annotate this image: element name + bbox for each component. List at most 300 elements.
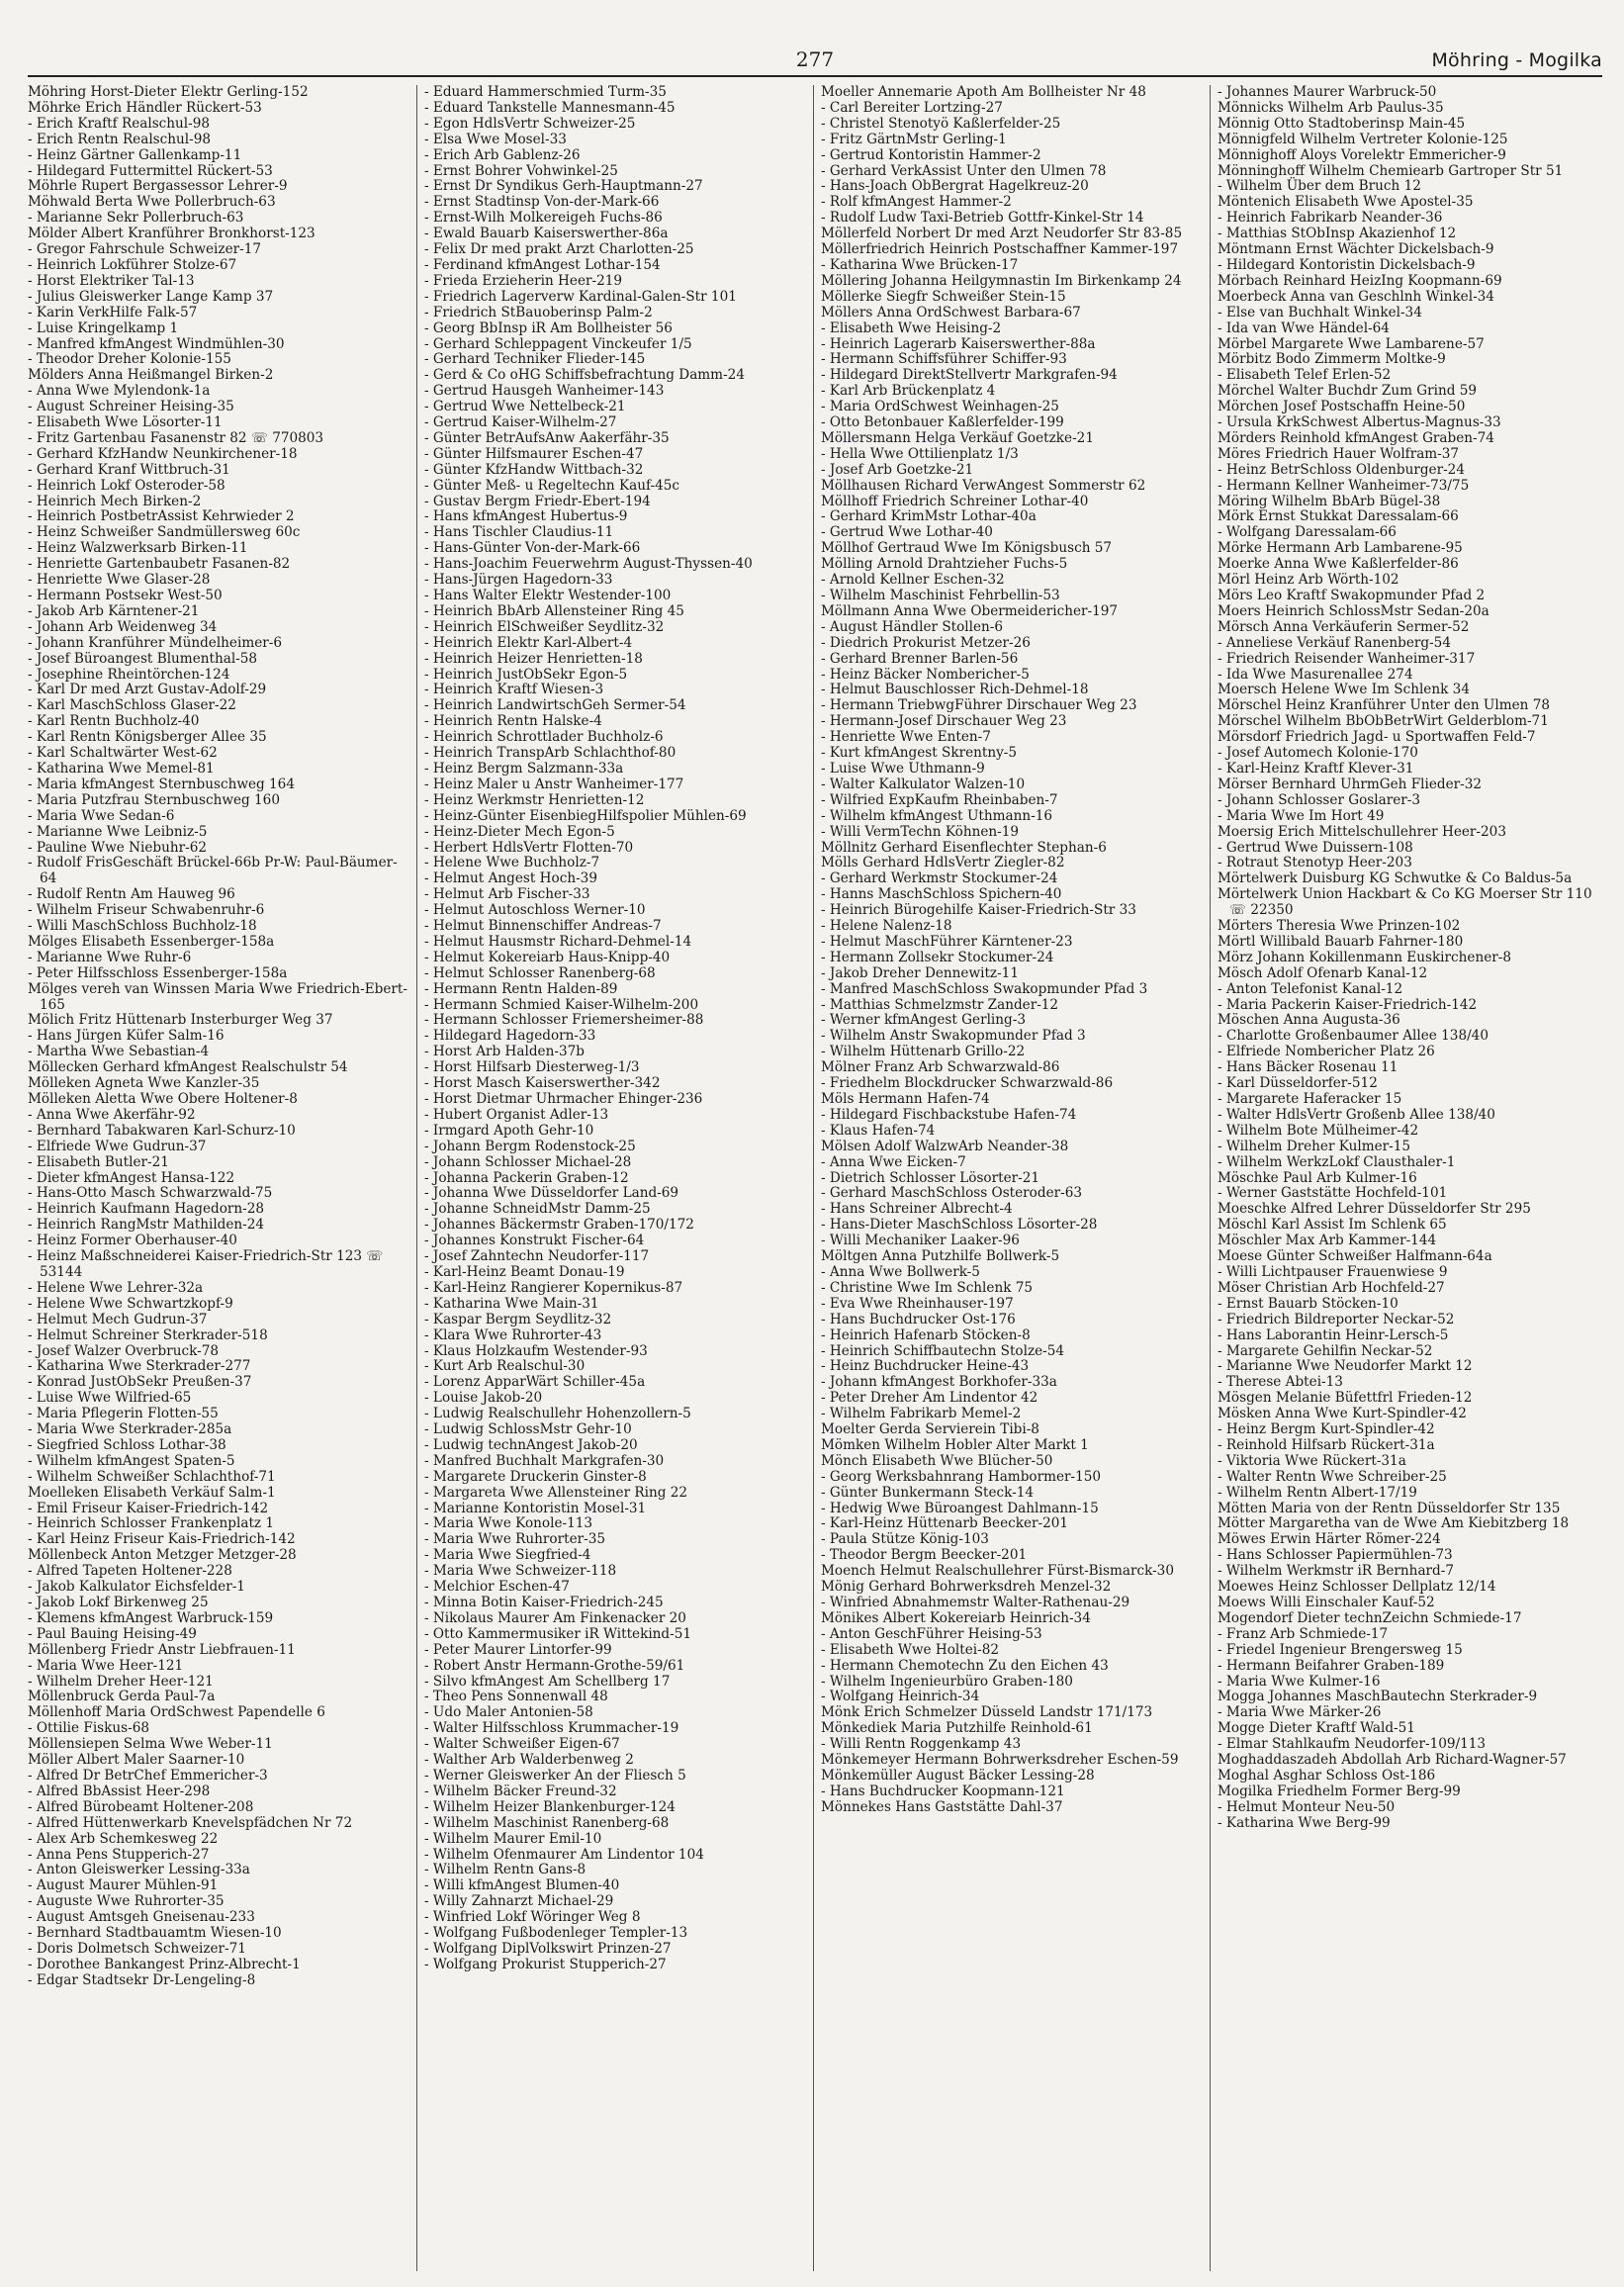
directory-entry: - Wilhelm Bote Mülheimer-42 [1218,1122,1419,1139]
directory-entry: - Günter KfzHandw Wittbach-32 [424,461,644,478]
directory-entry: - Maria Wwe Kulmer-16 [1218,1673,1381,1690]
directory-entry: - Christine Wwe Im Schlenk 75 [821,1279,1034,1296]
directory-entry: - Josef Walzer Overbruck-78 [28,1342,220,1359]
directory-entry: - Reinhold Hilfsarb Rückert-31a [1218,1436,1435,1453]
directory-entry: - Ernst-Wilh Molkereigeh Fuchs-86 [424,210,663,227]
directory-entry: - Gerd & Co oHG Schiffsbefrachtung Damm-24 [424,367,745,384]
directory-entry: - Heinz Gärtner Gallenkamp-11 [28,146,242,163]
directory-entry: - Erich Arb Gablenz-26 [424,146,581,163]
directory-entry: - Rudolf Rentn Am Hauweg 96 [28,886,235,903]
directory-entry: Moews Willi Einschaler Kauf-52 [1218,1595,1435,1610]
directory-entry: - Maria Wwe Im Hort 49 [1218,807,1385,824]
directory-entry: - Karl Rentn Buchholz-40 [28,713,200,730]
directory-entry: - Julius Gleiswerker Lange Kamp 37 [28,288,274,305]
directory-entry: - Heinrich Kaufmann Hagedorn-28 [28,1201,265,1218]
directory-entry: - Maria Wwe Schweizer-118 [424,1563,617,1580]
directory-entry: - Heinrich RangMstr Mathilden-24 [28,1217,265,1234]
directory-entry: Mölleken Aletta Wwe Obere Holtener-8 [28,1091,298,1107]
directory-entry: - Kurt kfmAngest Skrentny-5 [821,745,1018,762]
directory-entry: Mörbach Reinhard HeizIng Koopmann-69 [1218,272,1502,289]
directory-entry: Möllhof Gertraud Wwe Im Königsbusch 57 [821,540,1113,557]
directory-entry: - Ernst Bohrer Vohwinkel-25 [424,162,618,179]
directory-entry: Mörters Theresia Wwe Prinzen-102 [1218,918,1461,935]
directory-entry: Mörschel Wilhelm BbObBetrWirt Gelderblom-71 [1218,713,1549,730]
directory-entry: - Alfred Bürobeamt Holtener-208 [28,1798,254,1815]
directory-entry: - Heinrich Lokführer Stolze-67 [28,256,237,273]
directory-entry: Möllhausen Richard VerwAngest Sommerstr 62 [821,477,1146,494]
directory-entry: - Karl Arb Brückenplatz 4 [821,383,996,400]
directory-entry: - Otto Kammermusiker iR Wittekind-51 [424,1625,692,1642]
directory-entry: Möser Christian Arb Hochfeld-27 [1218,1279,1445,1296]
directory-entry: - Karl-Heinz Beamt Donau-19 [424,1263,625,1280]
directory-entry: - Charlotte Großenbaumer Allee 138/40 [1218,1028,1489,1045]
directory-entry: - Friedhelm Blockdrucker Schwarzwald-86 [821,1075,1114,1092]
directory-entry: - Heinz-Günter EisenbiegHilfspolier Mühlen-69 [424,807,747,824]
directory-entry: Möllenbeck Anton Metzger Metzger-28 [28,1547,297,1564]
directory-entry: - Irmgard Apoth Gehr-10 [424,1122,594,1139]
directory-entry: - Doris Dolmetsch Schweizer-71 [28,1940,246,1957]
directory-entry: - Johanna Wwe Düsseldorfer Land-69 [424,1185,679,1202]
directory-entry: - Helene Nalenz-18 [821,918,952,935]
directory-entry: - Alfred Hüttenwerkarb Knevelspfädchen Nr 72 [28,1814,353,1831]
directory-entry: - Viktoria Wwe Rückert-31a [1218,1452,1406,1469]
directory-entry: Möller Albert Maler Saarner-10 [28,1752,245,1769]
directory-entry: Moewes Heinz Schlosser Dellplatz 12/14 [1218,1579,1496,1596]
directory-entry: Moelleken Elisabeth Verkäuf Salm-1 [28,1484,276,1501]
directory-entry: - Gerhard Schleppagent Vinckeufer 1/5 [424,335,692,352]
directory-entry: - Ernst Dr Syndikus Gerh-Hauptmann-27 [424,178,703,195]
directory-entry: - Wolfgang Fußbodenleger Templer-13 [424,1925,688,1942]
directory-entry: Mörtelwerk Union Hackbart & Co KG Moerser Str 110 ☏ 22350 [1218,886,1592,919]
directory-entry: - Maria Pflegerin Flotten-55 [28,1406,219,1422]
directory-entry: - Ernst Stadtinsp Von-der-Mark-66 [424,194,660,211]
directory-entry: - Maria Packerin Kaiser-Friedrich-142 [1218,996,1478,1013]
directory-entry: - Willy Zahnarzt Michael-29 [424,1893,614,1910]
directory-entry: - Heinrich TranspArb Schlachthof-80 [424,745,677,762]
directory-entry: - Helene Wwe Buchholz-7 [424,855,600,871]
directory-entry: - Heinrich Rentn Halske-4 [424,713,602,730]
directory-entry: - Henriette Gartenbaubetr Fasanen-82 [28,556,291,573]
directory-entry: - Walter HdlsVertr Großenb Allee 138/40 [1218,1106,1495,1123]
directory-entry: - Marianne Sekr Pollerbruch-63 [28,210,244,227]
directory-entry: - Wilhelm Über dem Bruch 12 [1218,178,1421,195]
directory-entry: - Heinz Maßschneiderei Kaiser-Friedrich-Str 123 ☏ 53144 [28,1248,384,1280]
directory-entry: - Hildegard Kontoristin Dickelsbach-9 [1218,256,1476,273]
directory-entry: - Friedrich Lagerverw Kardinal-Galen-Str 101 [424,288,737,305]
directory-entry: - Gertrud Kaiser-Wilhelm-27 [424,414,617,431]
directory-entry: - Wilhelm Bäcker Freund-32 [424,1783,617,1799]
directory-entry: Möhwald Berta Wwe Pollerbruch-63 [28,194,276,211]
directory-entry: - Klaus Holzkaufm Westender-93 [424,1342,648,1359]
directory-entry: - Willi Lichtpauser Frauenwiese 9 [1218,1263,1448,1280]
directory-entry: - August Händler Stollen-6 [821,618,1004,635]
directory-entry: - Maria Wwe Märker-26 [1218,1704,1382,1721]
directory-entry: Moers Heinrich SchlossMstr Sedan-20a [1218,602,1489,619]
directory-entry: - Wilhelm Maschinist Fehrbellin-53 [821,588,1060,603]
directory-entry: - Ferdinand kfmAngest Lothar-154 [424,256,661,273]
directory-entry: Mönkemüller August Bäcker Lessing-28 [821,1767,1095,1784]
directory-entry: - Helmut Hausmstr Richard-Dehmel-14 [424,933,692,950]
directory-entry: - Wilhelm Rentn Gans-8 [424,1862,586,1878]
column-1 [28,85,408,2271]
directory-entry: - Peter Maurer Lintorfer-99 [424,1641,612,1658]
directory-entry: Moersig Erich Mittelschullehrer Heer-203 [1218,823,1506,840]
directory-entry: - Walther Arb Walderbenweg 2 [424,1752,634,1769]
running-head: Möhring - Mogilka [1431,49,1602,71]
directory-entry: - Anna Wwe Eicken-7 [821,1153,966,1170]
directory-entry: Möschler Max Arb Kammer-144 [1218,1233,1437,1249]
directory-entry: - Elsa Wwe Mosel-33 [424,131,567,147]
directory-entry: - Margarete Druckerin Ginster-8 [424,1468,647,1485]
directory-entry: - Horst Arb Halden-37b [424,1044,585,1060]
directory-entry: Moench Helmut Realschullehrer Fürst-Bismarck-30 [821,1563,1174,1580]
directory-entry: - Siegfried Schloss Lothar-38 [28,1436,226,1453]
directory-entry: - Johann Kranführer Mündelheimer-6 [28,634,283,651]
directory-entry: Mönnigfeld Wilhelm Vertreter Kolonie-125 [1218,131,1508,147]
directory-entry: - Silvo kfmAngest Am Schellberg 17 [424,1673,671,1690]
directory-entry: - Eva Wwe Rheinhauser-197 [821,1295,1014,1312]
directory-entry: - Maria Wwe Konole-113 [424,1515,593,1532]
directory-entry: - Johann Bergm Rodenstock-25 [424,1138,636,1154]
directory-entry: - Helmut Kokereiarb Haus-Knipp-40 [424,949,671,965]
directory-entry: - Alfred BbAssist Heer-298 [28,1783,211,1799]
directory-entry: - Hans-Joachim Feuerwehrm August-Thyssen-40 [424,556,753,573]
directory-entry: Mösch Adolf Ofenarb Kanal-12 [1218,964,1428,981]
directory-entry: - Louise Jakob-20 [424,1390,543,1407]
directory-entry: - Hans Buchdrucker Koopmann-121 [821,1783,1065,1799]
directory-entry: - Heinrich LandwirtschGeh Sermer-54 [424,697,686,714]
directory-entry: - Johann Schlosser Goslarer-3 [1218,791,1421,808]
directory-entry: - Arnold Kellner Eschen-32 [821,572,1005,589]
directory-entry: - Karl Heinz Friseur Kais-Friedrich-142 [28,1531,296,1548]
directory-entry: - Heinrich Heizer Henrietten-18 [424,650,643,667]
directory-entry: Mölner Franz Arb Schwarzwald-86 [821,1059,1060,1076]
directory-entry: - Franz Arb Schmiede-17 [1218,1625,1389,1642]
directory-entry: - Hans-Günter Von-der-Mark-66 [424,540,641,557]
directory-entry: - Hermann Schlosser Friemersheimer-88 [424,1012,704,1029]
directory-entry: Mömken Wilhelm Hobler Alter Markt 1 [821,1436,1089,1453]
directory-entry: - Eduard Tankstelle Mannesmann-45 [424,99,676,116]
directory-entry: - Alfred Dr BetrChef Emmericher-3 [28,1767,268,1784]
directory-entry: - Klemens kfmAngest Warbruck-159 [28,1609,274,1626]
directory-entry: Moelter Gerda Servierein Tibi-8 [821,1421,1039,1438]
directory-entry: - Heinrich Schlosser Frankenplatz 1 [28,1515,275,1532]
directory-entry: - Elfriede Nombericher Platz 26 [1218,1044,1435,1060]
directory-entry: - Hans-Otto Masch Schwarzwald-75 [28,1185,273,1202]
directory-entry: - Helmut Bauschlosser Rich-Dehmel-18 [821,682,1089,698]
directory-entry: - Anna Wwe Bollwerk-5 [821,1263,980,1280]
directory-entry: - Friedel Ingenieur Brengersweg 15 [1218,1641,1463,1658]
directory-entry: - Wilhelm Werkmstr iR Bernhard-7 [1218,1563,1454,1580]
column-2 [424,85,805,2271]
directory-entry: - Erich Rentn Realschul-98 [28,131,212,147]
directory-entry: - Wilhelm kfmAngest Spaten-5 [28,1452,235,1469]
directory-entry: Möllenberg Friedr Anstr Liebfrauen-11 [28,1641,296,1658]
directory-entry: Mönch Elisabeth Wwe Blücher-50 [821,1452,1053,1469]
directory-entry: - Winfried Abnahmemstr Walter-Rathenau-29 [821,1595,1130,1610]
directory-entry: Möntenich Elisabeth Wwe Apostel-35 [1218,194,1474,211]
directory-entry: - Helmut Schlosser Ranenberg-68 [424,964,656,981]
directory-entry: - Paula Stütze König-103 [821,1531,989,1548]
directory-entry: Möllerfeld Norbert Dr med Arzt Neudorfer Str 83-85 [821,226,1183,242]
directory-entry: - Klara Wwe Ruhrorter-43 [424,1326,602,1343]
directory-entry: - Helmut Monteur Neu-50 [1218,1798,1396,1815]
directory-entry: - Heinz Maler u Anstr Wanheimer-177 [424,776,684,792]
directory-entry: - Hermann Kellner Wanheimer-73/75 [1218,477,1470,494]
directory-entry: Möhrke Erich Händler Rückert-53 [28,99,262,116]
directory-entry: - Anton Telefonist Kanal-12 [1218,980,1403,997]
directory-entry: - Hans Walter Elektr Westender-100 [424,588,672,603]
directory-entry: - Paul Bauing Heising-49 [28,1625,197,1642]
directory-entry: Mörbitz Bodo Zimmerm Moltke-9 [1218,351,1446,368]
directory-entry: - Gerhard Techniker Flieder-145 [424,351,646,368]
directory-entry: - Margarete Gehilfin Neckar-52 [1218,1342,1433,1359]
directory-entry: Mölges vereh van Winssen Maria Wwe Friedrich-Ebert-165 [28,980,407,1013]
directory-entry: Mönnig Otto Stadtoberinsp Main-45 [1218,115,1466,132]
directory-entry: - Lorenz ApparWärt Schiller-45a [424,1374,646,1391]
directory-entry: - Heinz Former Oberhauser-40 [28,1233,237,1249]
directory-entry: - Heinrich Hafenarb Stöcken-8 [821,1326,1031,1343]
directory-entry: - Jakob Dreher Dennewitz-11 [821,964,1019,981]
directory-entry: - Günter BetrAufsAnw Aakerfähr-35 [424,429,670,446]
directory-entry: Mönkemeyer Hermann Bohrwerksdreher Eschen-59 [821,1752,1179,1769]
directory-entry: - Jakob Arb Kärntener-21 [28,602,200,619]
directory-entry: Mölder Albert Kranführer Bronkhorst-123 [28,226,316,242]
directory-entry: Möhring Horst-Dieter Elektr Gerling-152 [28,85,309,100]
directory-entry: - Friedrich Bildreporter Neckar-52 [1218,1311,1455,1327]
directory-entry: - Marianne Wwe Leibniz-5 [28,823,208,840]
page-header [28,36,1602,77]
directory-entry: - Friedrich StBauoberinsp Palm-2 [424,304,653,320]
directory-entry: - Ludwig Realschullehr Hohenzollern-5 [424,1406,691,1422]
directory-entry: - Elmar Stahlkaufm Neudorfer-109/113 [1218,1736,1487,1753]
directory-entry: - Luise Wwe Uthmann-9 [821,760,985,777]
directory-entry: - Henriette Wwe Enten-7 [821,729,991,746]
directory-entry: Mogga Johannes MaschBautechn Sterkrader-9 [1218,1689,1538,1705]
directory-entry: - Minna Botin Kaiser-Friedrich-245 [424,1595,664,1610]
directory-entry: Mörl Heinz Arb Wörth-102 [1218,572,1399,589]
directory-entry: Möllersmann Helga Verkäuf Goetzke-21 [821,429,1094,446]
directory-entry: - Heinrich JustObSekr Egon-5 [424,666,628,683]
directory-entry: - Margarete Haferacker 15 [1218,1091,1402,1107]
directory-entry: - Peter Hilfsschloss Essenberger-158a [28,964,288,981]
directory-entry: Möltgen Anna Putzhilfe Bollwerk-5 [821,1248,1060,1265]
directory-entry: - Gerhard MaschSchloss Osteroder-63 [821,1185,1082,1202]
directory-entry: - Jakob Kalkulator Eichsfelder-1 [28,1579,245,1596]
directory-entry: - Gertrud Wwe Nettelbeck-21 [424,399,626,415]
directory-entry: Mönk Erich Schmelzer Düsseld Landstr 171/173 [821,1704,1153,1721]
directory-entry: - Katharina Wwe Berg-99 [1218,1814,1391,1831]
directory-entry: Möhrle Rupert Bergassessor Lehrer-9 [28,178,288,195]
directory-entry: - Manfred Buchhalt Markgrafen-30 [424,1452,665,1469]
directory-entry: - Johanna Packerin Graben-12 [424,1169,629,1186]
directory-entry: - Heinrich Fabrikarb Neander-36 [1218,210,1443,227]
directory-entry: - Hermann Rentn Halden-89 [424,980,618,997]
directory-entry: Mönninghoff Wilhelm Chemiearb Gartroper Str 51 [1218,162,1564,179]
directory-entry: - Heinz BetrSchloss Oldenburger-24 [1218,461,1465,478]
directory-entry: - Hans Buchdrucker Ost-176 [821,1311,1016,1327]
directory-entry: Mönig Gerhard Bohrwerksdreh Menzel-32 [821,1579,1112,1596]
directory-entry: - Edgar Stadtsekr Dr-Lengeling-8 [28,1971,256,1988]
directory-entry: - Heinrich PostbetrAssist Kehrwieder 2 [28,508,295,525]
directory-entry: - August Maurer Mühlen-91 [28,1877,219,1894]
directory-entry: - Heinz Bergm Kurt-Spindler-42 [1218,1421,1435,1438]
directory-entry: - Frieda Erzieherin Heer-219 [424,272,623,289]
directory-entry: - Werner Gaststätte Hochfeld-101 [1218,1185,1448,1202]
directory-entry: - Hanns MaschSchloss Spichern-40 [821,886,1062,903]
directory-entry: - Wolfgang Heinrich-34 [821,1689,980,1705]
directory-entry: - Therese Abtei-13 [1218,1374,1343,1391]
directory-entry: - Johann Schlosser Michael-28 [424,1153,632,1170]
directory-entry: - Hans Schreiner Albrecht-4 [821,1201,1013,1218]
directory-entry: - Helmut Schreiner Sterkrader-518 [28,1326,268,1343]
directory-entry: Mörtl Willibald Bauarb Fahrner-180 [1218,933,1464,950]
directory-entry: - Karl Düsseldorfer-512 [1218,1075,1378,1092]
directory-entry: - Ida van Wwe Händel-64 [1218,320,1390,336]
column-3 [821,85,1202,2271]
column-divider [1210,85,1211,2271]
directory-entry: - Willi kfmAngest Blumen-40 [424,1877,620,1894]
directory-entry: - Gertrud Hausgeh Wanheimer-143 [424,383,665,400]
directory-entry: - Katharina Wwe Memel-81 [28,760,215,777]
directory-entry: Mörschel Heinz Kranführer Unter den Ulmen 78 [1218,697,1551,714]
directory-entry: Möschen Anna Augusta-36 [1218,1012,1400,1029]
directory-entry: - Margareta Wwe Allensteiner Ring 22 [424,1484,688,1501]
directory-entry: - Günter Hilfsmaurer Eschen-47 [424,445,644,462]
directory-entry: Möllenbruck Gerda Paul-7a [28,1689,216,1705]
directory-entry: - Maria Putzfrau Sternbuschweg 160 [28,791,280,808]
directory-entry: - Wilhelm Friseur Schwabenruhr-6 [28,902,265,919]
directory-entry: - Heinrich Schiffbautechn Stolze-54 [821,1342,1065,1359]
directory-entry: - Johannes Maurer Warbruck-50 [1218,85,1437,100]
directory-entry: - Helene Wwe Lehrer-32a [28,1279,204,1296]
directory-entry: - Gerhard KrimMstr Lothar-40a [821,508,1037,525]
directory-entry: - Luise Kringelkamp 1 [28,320,179,336]
directory-entry: - Hans-Joach ObBergrat Hagelkreuz-20 [821,178,1089,195]
directory-entry: - Matthias Schmelzmstr Zander-12 [821,996,1059,1013]
directory-entry: - Hans kfmAngest Hubertus-9 [424,508,628,525]
directory-entry: Moghaddaszadeh Abdollah Arb Richard-Wagner-57 [1218,1752,1567,1769]
directory-entry: Mösken Anna Wwe Kurt-Spindler-42 [1218,1406,1467,1422]
directory-entry: Möllers Anna OrdSchwest Barbara-67 [821,304,1081,320]
directory-entry: - Karl Dr med Arzt Gustav-Adolf-29 [28,682,267,698]
directory-entry: - Josephine Rheintörchen-124 [28,666,230,683]
directory-entry: - Horst Elektriker Tal-13 [28,272,195,289]
directory-entry: - Jakob Lokf Birkenweg 25 [28,1595,209,1610]
directory-entry: - Gertrud Wwe Duissern-108 [1218,839,1413,856]
directory-entry: - Hans Tischler Claudius-11 [424,524,614,541]
directory-entry: Mötter Margaretha van de Wwe Am Kiebitzberg 18 [1218,1515,1570,1532]
directory-entry: Mölleken Agneta Wwe Kanzler-35 [28,1075,260,1092]
directory-entry: - Gerhard Werkmstr Stockumer-24 [821,870,1058,887]
directory-entry: - Helene Wwe Schwartzkopf-9 [28,1295,233,1312]
directory-entry: - Hildegard DirektStellvertr Markgrafen-94 [821,367,1118,384]
directory-entry: - Hildegard Fischbackstube Hafen-74 [821,1106,1077,1123]
directory-entry: - Martha Wwe Sebastian-4 [28,1044,210,1060]
directory-entry: Mogendorf Dieter technZeichn Schmiede-17 [1218,1609,1522,1626]
directory-entry: - Hildegard Hagedorn-33 [424,1028,596,1045]
directory-entry: - Peter Dreher Am Lindentor 42 [821,1390,1038,1407]
directory-entry: Mötten Maria von der Rentn Düsseldorfer Str 135 [1218,1500,1561,1516]
directory-entry: - Wilfried ExpKaufm Rheinbaben-7 [821,791,1058,808]
directory-entry: - Luise Wwe Wilfried-65 [28,1390,192,1407]
directory-entry: - Walter Kalkulator Walzen-10 [821,776,1026,792]
directory-entry: - Josef Büroangest Blumenthal-58 [28,650,258,667]
directory-entry: - Horst Masch Kaiserswerther-342 [424,1075,661,1092]
directory-entry: Möllenhoff Maria OrdSchwest Papendelle 6 [28,1704,325,1721]
directory-entry: - Else van Buchhalt Winkel-34 [1218,304,1422,320]
directory-entry: - Karl-Heinz Kraftf Klever-31 [1218,760,1414,777]
directory-entry: - Walter Rentn Wwe Schreiber-25 [1218,1468,1447,1485]
directory-entry: - Johann kfmAngest Borkhofer-33a [821,1374,1057,1391]
directory-entry: Möllecken Gerhard kfmAngest Realschulstr 54 [28,1059,348,1076]
directory-entry: - Christel Stenotyö Kaßlerfelder-25 [821,115,1061,132]
directory-entry: - Helmut MaschFührer Kärntener-23 [821,933,1073,950]
directory-entry: - Maria Wwe Sterkrader-285a [28,1421,232,1438]
directory-entry: - Hermann Chemotechn Zu den Eichen 43 [821,1657,1109,1674]
directory-entry: - Wilhelm Heizer Blankenburger-124 [424,1798,676,1815]
directory-entry: Möring Wilhelm BbArb Bügel-38 [1218,493,1441,509]
directory-entry: - Ludwig technAngest Jakob-20 [424,1436,638,1453]
directory-entry: - Ewald Bauarb Kaiserswerther-86a [424,226,669,242]
directory-entry: - Heinrich Mech Birken-2 [28,493,202,509]
directory-entry: - Emil Friseur Kaiser-Friedrich-142 [28,1500,269,1516]
directory-entry: - Anton Gleiswerker Lessing-33a [28,1862,250,1878]
directory-entry: - Matthias StObInsp Akazienhof 12 [1218,226,1457,242]
directory-entry: - Maria kfmAngest Sternbuschweg 164 [28,776,295,792]
directory-entry: - Hermann Zollsekr Stockumer-24 [821,949,1054,965]
directory-entry: - Josef Zahntechn Neudorfer-117 [424,1248,650,1265]
directory-entry: - Walter Hilfsschloss Krummacher-19 [424,1720,679,1737]
directory-entry: - Karl-Heinz Rangierer Kopernikus-87 [424,1279,683,1296]
directory-entry: - Hermann Schmied Kaiser-Wilhelm-200 [424,996,699,1013]
directory-entry: - Wilhelm Maurer Emil-10 [424,1830,602,1847]
directory-entry: - Karl Rentn Königsberger Allee 35 [28,729,267,746]
directory-entry: - Horst Hilfsarb Diesterweg-1/3 [424,1059,640,1076]
directory-entry: - Fritz Gartenbau Fasanenstr 82 ☏ 770803 [28,429,324,446]
directory-entry: Mölling Arnold Drahtzieher Fuchs-5 [821,556,1068,573]
directory-entry: - Werner kfmAngest Gerling-3 [821,1012,1026,1029]
directory-entry: - Katharina Wwe Main-31 [424,1295,599,1312]
directory-entry: - Hermann Postsekr West-50 [28,588,223,603]
directory-entry: - Wilhelm Dreher Heer-121 [28,1673,214,1690]
directory-entry: - Wilhelm Fabrikarb Memel-2 [821,1406,1022,1422]
directory-entry: - Heinrich Elektr Karl-Albert-4 [424,634,633,651]
directory-entry: - Karl-Heinz Hüttenarb Beecker-201 [821,1515,1069,1532]
directory-entry: - Wilhelm Anstr Swakopmunder Pfad 3 [821,1028,1086,1045]
directory-entry: - Heinz Schweißer Sandmüllersweg 60c [28,524,301,541]
directory-entry: - Maria Wwe Ruhrorter-35 [424,1531,606,1548]
directory-entry: - Robert Anstr Hermann-Grothe-59/61 [424,1657,685,1674]
directory-entry: Moersch Helene Wwe Im Schlenk 34 [1218,682,1470,698]
directory-entry: Möschke Paul Arb Kulmer-16 [1218,1169,1417,1186]
directory-entry: Mölich Fritz Hüttenarb Insterburger Weg 37 [28,1012,333,1029]
directory-entry: - Anna Pens Stupperich-27 [28,1846,210,1863]
directory-entry: - Wilhelm Dreher Kulmer-15 [1218,1138,1411,1154]
directory-entry: - Elisabeth Wwe Heising-2 [821,320,1002,336]
directory-entry: - Karl Schaltwärter West-62 [28,745,218,762]
directory-entry: - Ida Wwe Masurenallee 274 [1218,666,1413,683]
directory-entry: Mörk Ernst Stukkat Daressalam-66 [1218,508,1459,525]
directory-entry: - Walter Schweißer Eigen-67 [424,1736,620,1753]
directory-entry: Möllmann Anna Wwe Obermeidericher-197 [821,602,1119,619]
directory-entry: - Alex Arb Schemkesweg 22 [28,1830,219,1847]
column-divider [813,85,814,2271]
directory-entry: - Wilhelm Hüttenarb Grillo-22 [821,1044,1026,1060]
directory-entry: - Felix Dr med prakt Arzt Charlotten-25 [424,241,694,258]
directory-entry: Moeschke Alfred Lehrer Düsseldorfer Str 295 [1218,1201,1531,1218]
directory-entry: - Helmut Angest Hoch-39 [424,870,597,887]
